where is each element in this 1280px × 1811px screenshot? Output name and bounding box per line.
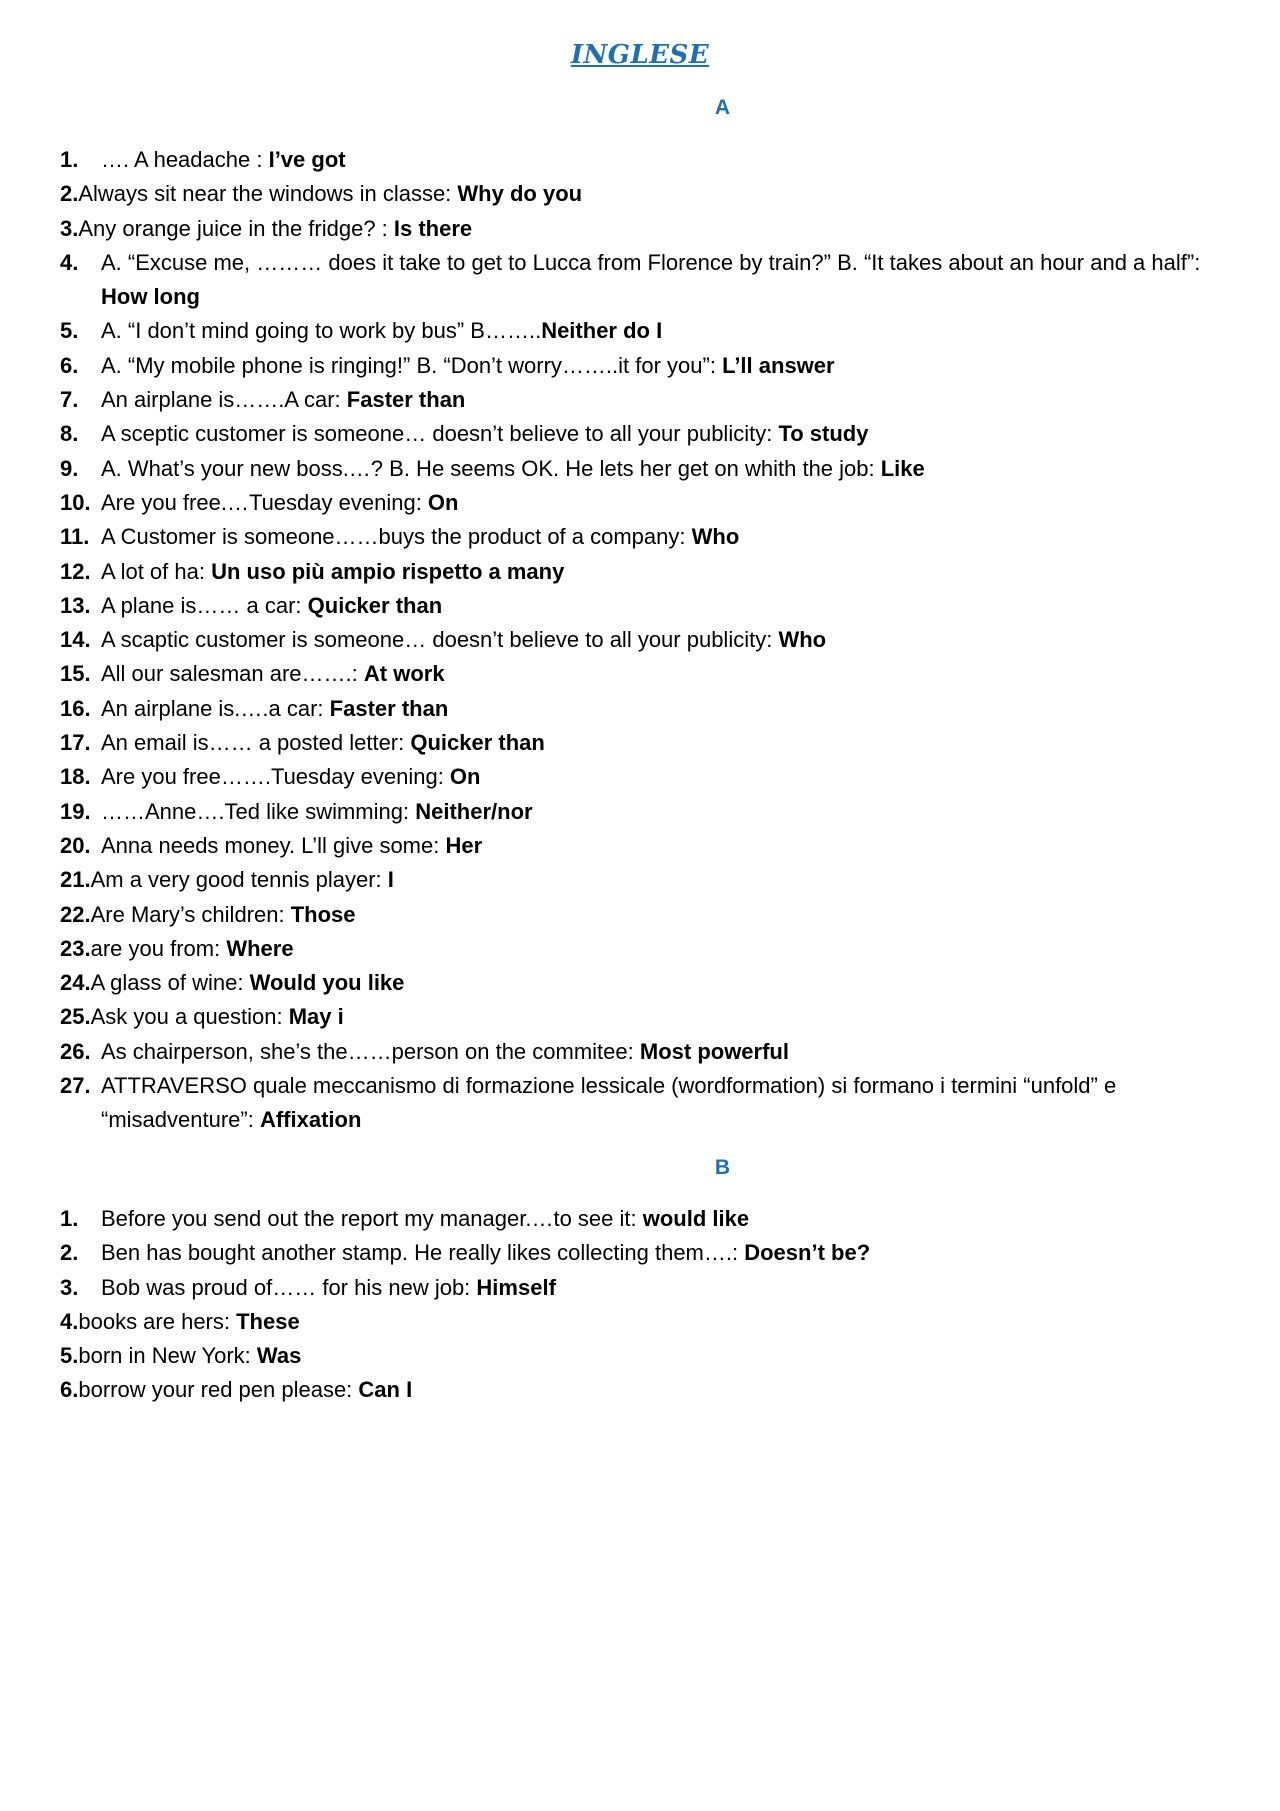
question-number: 21. xyxy=(60,867,91,893)
question-number: 20. xyxy=(60,832,91,858)
question-number: 1. xyxy=(60,1206,79,1231)
answer-text: To study xyxy=(778,421,869,447)
question-item xyxy=(60,760,1210,794)
answer-text: Doesn’t be? xyxy=(744,1240,871,1266)
question-item xyxy=(60,898,1210,932)
question-item xyxy=(60,829,1210,863)
question-number: 9. xyxy=(60,455,79,481)
question-text: Any orange juice in the fridge? : xyxy=(78,215,394,241)
answer-text: May i xyxy=(288,1004,344,1030)
question-text: A Customer is someone……buys the product of a company: xyxy=(101,524,692,550)
question-number: 15. xyxy=(60,661,91,687)
question-item xyxy=(60,555,1210,589)
question-text: A scaptic customer is someone… doesn’t believe to all your publicity: xyxy=(101,627,779,653)
question-item xyxy=(60,932,1210,966)
question-item xyxy=(60,623,1210,657)
question-item xyxy=(60,863,1210,897)
question-text: A. “I don’t mind going to work by bus” B…….. xyxy=(101,318,542,344)
question-number: 17. xyxy=(60,730,91,756)
question-number: 19. xyxy=(60,798,91,824)
section-heading-b: B xyxy=(714,1156,731,1179)
answer-text: Quicker than xyxy=(410,730,545,756)
question-number: 6. xyxy=(60,352,79,378)
question-text: Are you free.…Tuesday evening: xyxy=(101,489,428,515)
question-item xyxy=(60,349,1210,383)
question-text: Am a very good tennis player: xyxy=(90,867,388,893)
question-item xyxy=(60,246,1210,315)
question-number: 3. xyxy=(60,1274,79,1300)
question-item xyxy=(60,1202,1210,1236)
question-text: A. What’s your new boss.…? B. He seems OK. He lets her get on whith the job: xyxy=(101,455,881,481)
answer-text: Would you like xyxy=(249,970,405,996)
question-text: A plane is…… a car: xyxy=(101,592,308,618)
answer-text: Is there xyxy=(393,215,473,241)
answer-text: Faster than xyxy=(346,387,466,413)
question-text: Bob was proud of…… for his new job: xyxy=(101,1274,477,1300)
page-title: INGLESE xyxy=(570,40,710,70)
question-text: Are Mary’s children: xyxy=(90,901,291,927)
question-number: 27. xyxy=(60,1073,91,1099)
question-item xyxy=(60,383,1210,417)
question-item xyxy=(60,177,1210,211)
question-text: ……Anne….Ted like swimming: xyxy=(101,798,416,824)
question-number: 11. xyxy=(60,524,90,550)
question-number: 5. xyxy=(60,1343,79,1369)
question-text: …. A headache : xyxy=(101,147,269,172)
question-text: Are you free…….Tuesday evening: xyxy=(101,764,450,790)
answer-text: Most powerful xyxy=(639,1038,789,1064)
answer-text: would like xyxy=(642,1206,750,1231)
question-number: 12. xyxy=(60,558,91,584)
question-number: 8. xyxy=(60,421,79,447)
question-item xyxy=(60,1035,1210,1069)
answer-text: Himself xyxy=(476,1274,556,1300)
question-number: 2. xyxy=(60,181,79,207)
question-item xyxy=(60,452,1210,486)
question-text: borrow your red pen please: xyxy=(78,1377,359,1403)
answer-text: On xyxy=(449,764,481,790)
answer-text: Can I xyxy=(358,1377,413,1403)
question-number: 18. xyxy=(60,764,91,790)
answer-text: How long xyxy=(101,284,200,310)
answer-text: Neither do I xyxy=(541,318,663,344)
question-number: 2. xyxy=(60,1240,79,1266)
answer-text: Who xyxy=(778,627,827,653)
question-number: 5. xyxy=(60,318,79,344)
question-number: 24. xyxy=(60,970,91,996)
question-item xyxy=(60,589,1210,623)
answer-text: Her xyxy=(445,832,483,858)
question-text: Before you send out the report my manager.…to see it: xyxy=(101,1206,643,1231)
question-item xyxy=(60,520,1210,554)
question-number: 23. xyxy=(60,935,91,961)
question-text: A glass of wine: xyxy=(90,970,250,996)
question-item xyxy=(60,143,1210,177)
answer-text: Faster than xyxy=(329,695,449,721)
answer-text: Quicker than xyxy=(307,592,443,618)
question-text: A. “Excuse me, ……… does it take to get to Lucca from Florence by train?” B. “It takes about an hour and a half”: xyxy=(101,249,1201,275)
question-number: 10. xyxy=(60,489,91,515)
question-text: An airplane is…….A car: xyxy=(101,387,347,413)
answer-text: I xyxy=(387,867,394,893)
answer-text: These xyxy=(236,1308,300,1334)
question-text: ATTRAVERSO quale meccanismo di formazione lessicale (wordformation) si formano i termini “unfold” e “misadventure”: xyxy=(101,1073,1117,1133)
question-item xyxy=(60,486,1210,520)
question-number: 3. xyxy=(60,215,79,241)
question-item xyxy=(60,314,1210,348)
question-text: Ben has bought another stamp. He really likes collecting them….: xyxy=(101,1240,745,1266)
question-number: 7. xyxy=(60,387,79,413)
question-list-a xyxy=(60,143,1210,1138)
question-number: 4. xyxy=(60,1308,79,1334)
question-number: 16. xyxy=(60,695,91,721)
question-list-b xyxy=(60,1202,1210,1408)
question-number: 6. xyxy=(60,1377,79,1403)
question-number: 13. xyxy=(60,592,91,618)
question-item xyxy=(60,692,1210,726)
question-item xyxy=(60,795,1210,829)
answer-text: Why do you xyxy=(457,181,583,207)
answer-text: On xyxy=(427,489,459,515)
answer-text: At work xyxy=(363,661,445,687)
question-text: A lot of ha: xyxy=(101,558,212,584)
question-text: An email is…… a posted letter: xyxy=(101,730,411,756)
question-item xyxy=(60,1271,1210,1305)
question-text: books are hers: xyxy=(78,1308,237,1334)
question-item xyxy=(60,1000,1210,1034)
answer-text: Where xyxy=(226,935,294,961)
question-text: Always sit near the windows in classe: xyxy=(78,181,458,207)
question-item xyxy=(60,1305,1210,1339)
question-number: 14. xyxy=(60,627,91,653)
question-item xyxy=(60,212,1210,246)
question-text: A sceptic customer is someone… doesn’t believe to all your publicity: xyxy=(101,421,779,447)
question-text: are you from: xyxy=(90,935,227,961)
question-text: born in New York: xyxy=(78,1343,257,1369)
answer-text: Was xyxy=(256,1343,302,1369)
answer-text: L’ll answer xyxy=(722,352,835,378)
question-text: An airplane is.….a car: xyxy=(101,695,330,721)
question-number: 25. xyxy=(60,1004,91,1030)
answer-text: Who xyxy=(691,524,740,550)
question-number: 22. xyxy=(60,901,91,927)
question-text: A. “My mobile phone is ringing!” B. “Don’t worry……..it for you”: xyxy=(101,352,723,378)
question-number: 1. xyxy=(60,147,79,172)
question-item xyxy=(60,1069,1210,1138)
answer-text: I’ve got xyxy=(268,147,346,172)
question-number: 4. xyxy=(60,249,79,275)
question-number: 26. xyxy=(60,1038,91,1064)
answer-text: Neither/nor xyxy=(415,798,533,824)
question-item xyxy=(60,657,1210,691)
question-item xyxy=(60,966,1210,1000)
question-item xyxy=(60,417,1210,451)
question-text: Ask you a question: xyxy=(90,1004,289,1030)
question-text: All our salesman are…….: xyxy=(101,661,364,687)
question-item xyxy=(60,1339,1210,1373)
answer-text: Un uso più ampio rispetto a many xyxy=(211,558,565,584)
question-item xyxy=(60,1236,1210,1270)
question-item xyxy=(60,726,1210,760)
question-text: As chairperson, she’s the……person on the commitee: xyxy=(101,1038,640,1064)
answer-text: Those xyxy=(290,901,356,927)
section-heading-a: A xyxy=(714,96,731,119)
question-text: Anna needs money. L’ll give some: xyxy=(101,832,446,858)
answer-text: Affixation xyxy=(259,1107,362,1133)
question-item xyxy=(60,1373,1210,1407)
answer-text: Like xyxy=(880,455,925,481)
